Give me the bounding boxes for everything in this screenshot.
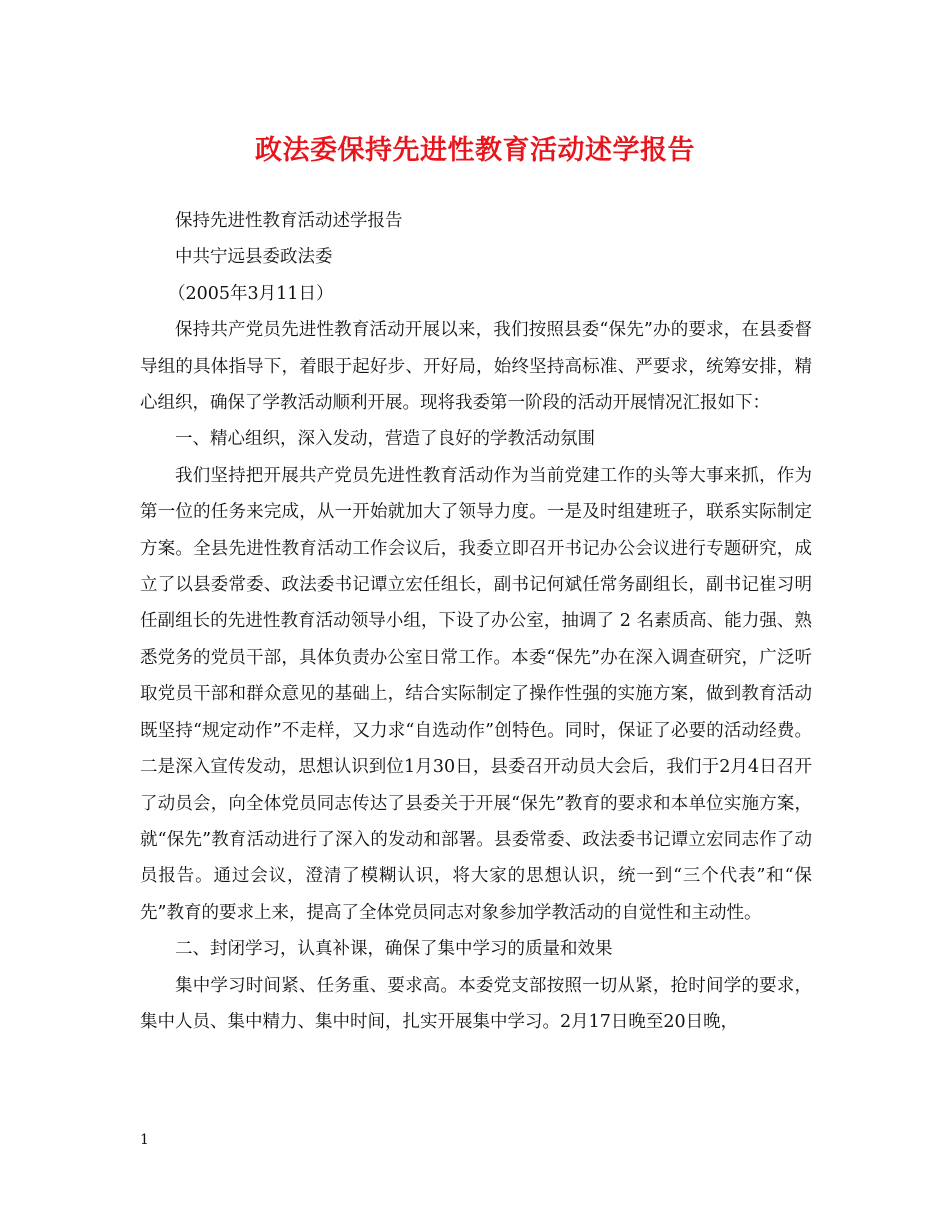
section-heading-1: 一、精心组织，深入发动，营造了良好的学教活动氛围 (175, 429, 595, 450)
paragraph-section-1: 我们坚持把开展共产党员先进性教育活动作为当前党建工作的头等大事来抓，作为第一位的任务来完成，从一开始就加大了领导力度。一是及时组建班子，联系实际制定方案。全县先进性教育活动工作会议后，我委立即召开书记办公会议进行专题研究，成立了以县委常委、政法委书记谭立宏任组长，副书记何斌任常务副组长，副书记崔习明任副组长的先进性教育活动领导小组，下设了办公室，抽调了 2 名素质高、能力强、熟悉党务的党员干部，具体负责办公室日常工作。本委“保先”办在深入调查研究，广泛听取党员干部和群众意见的基础上，结合实际制定了操作性强的实施方案，做到教育活动既坚持“规定动作”不走样，又力求“自选动作”创特色。同时，保证了必要的活动经费。二是深入宣传发动，思想认识到位1月30日，县委召开动员大会后，我们于2月4日召开了动员会，向全体党员同志传达了县委关于开展“保先”教育的要求和本单位实施方案，就“保先”教育活动进行了深入的发动和部署。县委常委、政法委书记谭立宏同志作了动员报告。通过会议，澄清了模糊认识，将大家的思想认识，统一到“三个代表”和“保先”教育的要求上来，提高了全体党员同志对象参加学教活动的自觉性和主动性。 (140, 465, 812, 923)
document-body (140, 203, 812, 1040)
paragraph-intro: 保持共产党员先进性教育活动开展以来，我们按照县委“保先”办的要求，在县委督导组的具体指导下，着眼于起好步、开好局，始终坚持高标准、严要求，统筹安排，精心组织，确保了学教活动顺利开展。现将我委第一阶段的活动开展情况汇报如下： (140, 320, 812, 414)
doc-subtitle: 保持先进性教育活动述学报告 (175, 211, 403, 231)
doc-author: 中共宁远县委政法委 (175, 247, 333, 268)
paragraph-section-2: 集中学习时间紧、任务重、要求高。本委党支部按照一切从紧，抢时间学的要求，集中人员、集中精力、集中时间，扎实开展集中学习。2月17日晚至20日晚， (140, 975, 812, 1032)
section-heading-2: 二、封闭学习，认真补课，确保了集中学习的质量和效果 (175, 939, 613, 960)
doc-date: （2005年3月11日） (168, 283, 334, 304)
page-number: 1 (140, 1132, 149, 1148)
document-title: 政法委保持先进性教育活动述学报告 (255, 135, 695, 166)
